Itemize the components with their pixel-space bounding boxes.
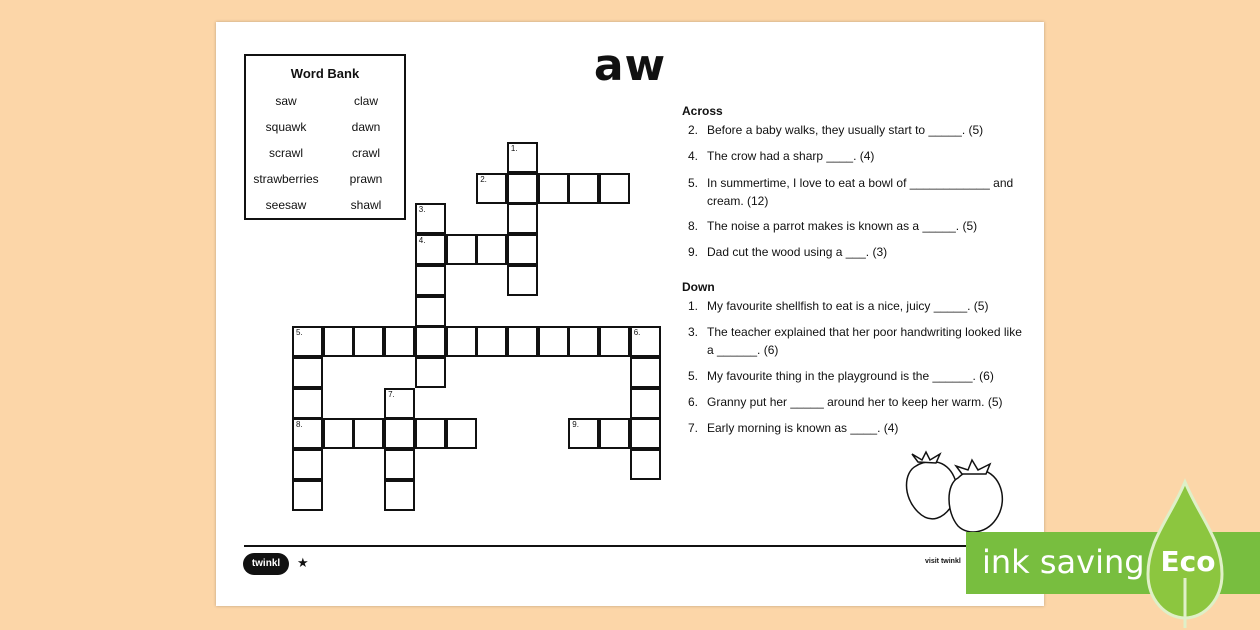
crossword-cell[interactable] — [384, 480, 415, 511]
cell-number: 5. — [296, 328, 303, 338]
down-heading: Down — [682, 280, 715, 294]
crossword-cell[interactable] — [630, 326, 661, 357]
across-heading: Across — [682, 104, 723, 118]
crossword-cell[interactable] — [476, 326, 507, 357]
word-bank-word: strawberries — [253, 172, 319, 186]
cell-number: 2. — [480, 174, 487, 184]
crossword-cell[interactable] — [568, 173, 599, 204]
strawberries-illustration — [896, 450, 1026, 536]
clue-number: 7. — [687, 421, 698, 435]
clue-text: In summertime, I love to eat a bowl of ____________ and cream. (12) — [707, 176, 1014, 208]
crossword-cell[interactable] — [415, 418, 446, 449]
cell-number: 9. — [572, 420, 579, 430]
word-bank-word: dawn — [351, 120, 381, 134]
crossword-cell[interactable] — [323, 326, 354, 357]
crossword-cell[interactable] — [507, 234, 538, 265]
crossword-cell[interactable] — [630, 357, 661, 388]
clue-number: 1. — [687, 299, 698, 313]
crossword-cell[interactable] — [353, 418, 384, 449]
clue-text: Dad cut the wood using a ___. (3) — [707, 245, 888, 259]
crossword-cell[interactable] — [507, 265, 538, 296]
crossword-cell[interactable] — [538, 326, 569, 357]
crossword-cell[interactable] — [384, 418, 415, 449]
crossword-cell[interactable] — [353, 326, 384, 357]
clue-text: The noise a parrot makes is known as a _____. (5) — [707, 219, 978, 233]
crossword-cell[interactable] — [507, 173, 538, 204]
clue-number: 9. — [687, 245, 698, 259]
clue-text: Early morning is known as ____. (4) — [707, 421, 899, 435]
cell-number: 4. — [418, 236, 426, 246]
twinkl-logo: twinkl — [243, 553, 289, 575]
word-bank-word: claw — [353, 94, 378, 108]
clue-number: 6. — [687, 395, 698, 409]
crossword-cell[interactable] — [415, 234, 446, 265]
clue-text: My favourite shellfish to eat is a nice, juicy _____. (5) — [707, 299, 989, 313]
page-title: aw — [593, 40, 667, 91]
word-bank-word: squawk — [265, 120, 307, 134]
crossword-cell[interactable] — [323, 418, 354, 449]
star-icon: ★ — [297, 555, 309, 570]
crossword-cell[interactable] — [507, 142, 538, 173]
cell-number: 3. — [418, 205, 426, 215]
crossword-cell[interactable] — [599, 173, 630, 204]
visit-link[interactable]: visit twinkl — [925, 558, 961, 565]
crossword-cell[interactable] — [384, 326, 415, 357]
crossword-cell[interactable] — [538, 173, 569, 204]
crossword-cell[interactable] — [446, 234, 477, 265]
cell-number: 7. — [388, 389, 395, 399]
crossword-cell[interactable] — [292, 357, 323, 388]
clue-text: My favourite thing in the playground is the ______. (6) — [707, 369, 994, 383]
crossword-cell[interactable] — [384, 388, 415, 419]
word-bank-word: shawl — [350, 198, 382, 212]
cell-number: 8. — [296, 420, 303, 430]
crossword-cell[interactable] — [292, 326, 323, 357]
word-bank-title: Word Bank — [290, 66, 360, 81]
cell-number: 6. — [633, 328, 641, 338]
crossword-cell[interactable] — [507, 326, 538, 357]
clue-number: 2. — [687, 123, 698, 137]
word-bank-word: saw — [275, 94, 297, 108]
clue-number: 8. — [687, 219, 698, 233]
clue-text: The teacher explained that her poor handwriting looked like a ______. (6) — [707, 325, 1022, 357]
crossword-cell[interactable] — [599, 326, 630, 357]
word-bank-word: prawn — [349, 172, 383, 186]
clue-text: Before a baby walks, they usually start to _____. (5) — [707, 123, 984, 137]
crossword-cell[interactable] — [630, 418, 661, 449]
clue-text: The crow had a sharp ____. (4) — [707, 149, 875, 163]
crossword-cell[interactable] — [415, 203, 446, 234]
crossword-cell[interactable] — [292, 418, 323, 449]
word-bank-word: scrawl — [268, 146, 303, 160]
clue-number: 5. — [687, 369, 698, 383]
crossword-cell[interactable] — [507, 203, 538, 234]
crossword-cell[interactable] — [384, 449, 415, 480]
crossword-cell[interactable] — [415, 296, 446, 327]
crossword-cell[interactable] — [292, 449, 323, 480]
crossword-cell[interactable] — [599, 418, 630, 449]
crossword-cell[interactable] — [415, 357, 446, 388]
ink-saving-label: ink saving — [982, 543, 1145, 581]
cell-number: 1. — [510, 144, 518, 153]
crossword-cell[interactable] — [292, 480, 323, 511]
crossword-cell[interactable] — [630, 388, 661, 419]
crossword-cell[interactable] — [415, 265, 446, 296]
crossword-cell[interactable] — [568, 418, 599, 449]
crossword-cell[interactable] — [292, 388, 323, 419]
crossword-cell[interactable] — [630, 449, 661, 480]
footer-rule — [244, 545, 1024, 547]
clue-number: 4. — [687, 149, 698, 163]
word-bank-word: seesaw — [265, 198, 307, 212]
crossword-cell[interactable] — [446, 326, 477, 357]
clue-number: 3. — [687, 325, 698, 339]
word-bank — [244, 54, 406, 220]
crossword-cell[interactable] — [446, 418, 477, 449]
crossword-cell[interactable] — [568, 326, 599, 357]
word-bank-word: crawl — [351, 146, 380, 160]
crossword-cell[interactable] — [476, 234, 507, 265]
clue-number: 5. — [687, 176, 698, 190]
crossword-cell[interactable] — [476, 173, 507, 204]
clue-text: Granny put her _____ around her to keep her warm. (5) — [707, 395, 1003, 409]
eco-label: Eco — [1160, 545, 1216, 578]
crossword-cell[interactable] — [415, 326, 446, 357]
